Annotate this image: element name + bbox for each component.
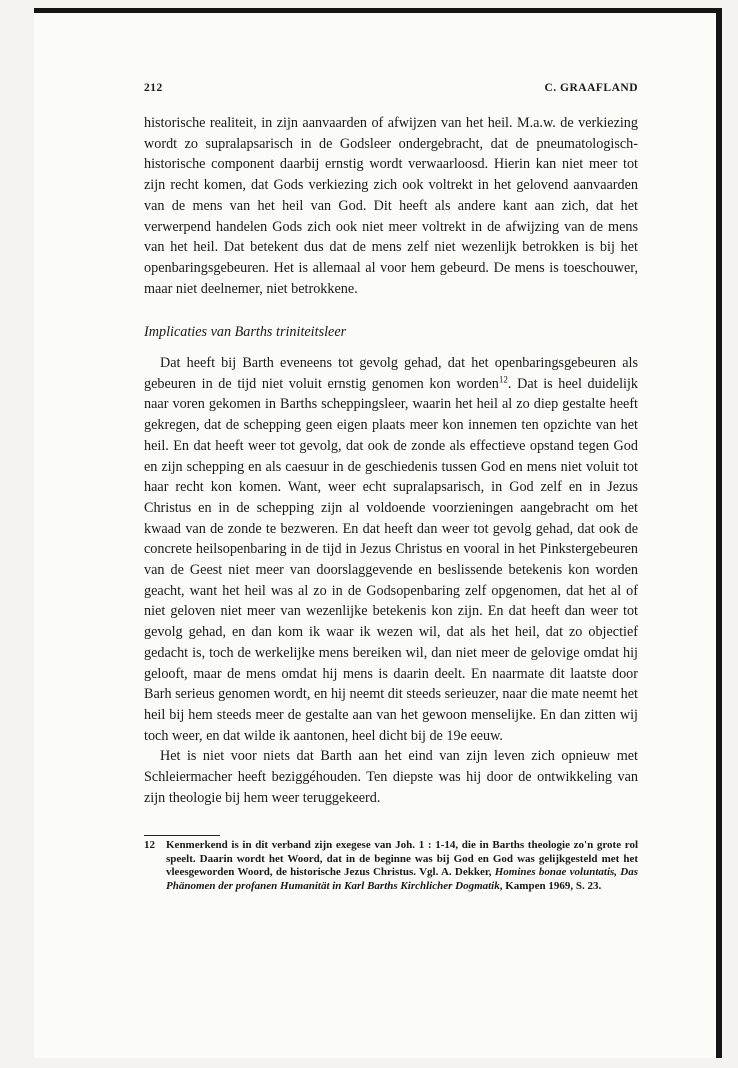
running-head-author: C. GRAAFLAND: [544, 82, 638, 94]
footnote-text-a: Kenmerkend is in dit verband zijn exegese van Joh. 1 : 1-14, die in Barths theologie zo'n grote rol speelt. Daarin wordt het Woord, dat in de beginne was bij God en God was gelijkgesteld met het vleesgeworden Woord, de historische Jezus Christus. Vgl. A. Dekker,: [166, 839, 638, 879]
footnote: [144, 839, 638, 893]
running-head: [144, 82, 638, 94]
footnote-rule: [144, 835, 220, 836]
page-number: 212: [144, 82, 163, 94]
paragraph-2-text-b: . Dat is heel duidelijk naar voren gekomen in Barths scheppingsleer, waarin het heil al zo diep gestalte heeft gekregen, dat de schepping geen eigen plaats meer kon innemen ten opzichte van het heil. En dat heeft weer tot gevolg, dat ook de zonde als effectieve opstand tegen God en zijn schepping en als caesuur in de geschiedenis tussen God en mens niet voluit tot haar recht kon komen. Want, weer echt supralapsarisch, in God zelf en in Jezus Christus en in de schepping zijn al voldoende voorzieningen aangebracht om het kwaad van de zonde te bezweren. En dat heeft dan weer tot gevolg gehad, dat ook de concrete heilsopenbaring in de tijd in Jezus Christus en vooral in het Pinkstergebeuren van de Geest niet meer van doorslaggevende en beslissende betekenis kon worden geacht, want het heil was al zo in de Godsopenbaring zelf opgenomen, dat het al of niet geloven niet meer van wezenlijke betekenis kon zijn. En dat heeft dan weer tot gevolg gehad, en dan kom ik waar ik wezen wil, dat als het heil, dat zo objectief gedacht is, toch de werkelijke mens bereiken wil, dan niet meer de gelovige omdat hij gelooft, maar de mens omdat hij mens is daarin deelt. En naarmate dit laatste door Barh serieus genomen wordt, en hij neemt dit steeds serieuzer, naar die mate neemt het heil bij hem steeds meer de gestalte aan van het gewoon menselijke. En dan zitten wij toch weer, en dat wilde ik aantonen, heel dicht bij de 19e eeuw.: [144, 375, 638, 744]
footnote-reference[interactable]: 12: [498, 374, 508, 384]
paragraph-2: [144, 353, 638, 746]
footnote-text: [166, 839, 638, 893]
paragraph-3: Het is niet voor niets dat Barth aan het eind van zijn leven zich opnieuw met Schleiermacher heeft beziggéhouden. Ten diepste was hij door de ontwikkeling van zijn theologie bij hem weer teruggekeerd.: [144, 748, 638, 806]
footnote-number: 12: [144, 839, 155, 851]
paragraph-2-text-a: Dat heeft bij Barth eveneens tot gevolg gehad, dat het openbaringsgebeuren als gebeuren in de tijd niet voluit ernstig genomen kon worden: [144, 355, 638, 392]
section-heading: Implicaties van Barths triniteitsleer: [144, 324, 347, 341]
body-text: [144, 113, 638, 809]
page-right-border: [716, 8, 722, 1058]
paragraph-1: historische realiteit, in zijn aanvaarden of afwijzen van het heil. M.a.w. de verkiezing wordt zo supralapsarisch in de Godsleer ondergebracht, dat de pneumatologisch-historische component daarbij ernstig wordt verwaarloosd. Hierin kan niet meer tot zijn recht komen, dat Gods verkiezing zich ook voltrekt in het gelovend aanvaarden van de mens van het heil van God. Dit heeft als andere kant aan zich, dat het verwerpend handelen Gods zich ook niet meer voltrekt in de afwijzing van de mens van het heil. Dat betekent dus dat de mens zelf niet wezenlijk betrokken is bij het openbaringsgebeuren. Het is allemaal al voor hem gebeurd. De mens is toeschouwer, maar niet deelnemer, niet betrokkene.: [144, 115, 638, 297]
footnote-book-title: Homines bonae voluntatis, Das Phänomen der profanen Humanität in Karl Barths Kirchlicher Dogmatik: [166, 866, 639, 892]
footnote-text-b: , Kampen 1969, S. 23.: [499, 879, 602, 892]
